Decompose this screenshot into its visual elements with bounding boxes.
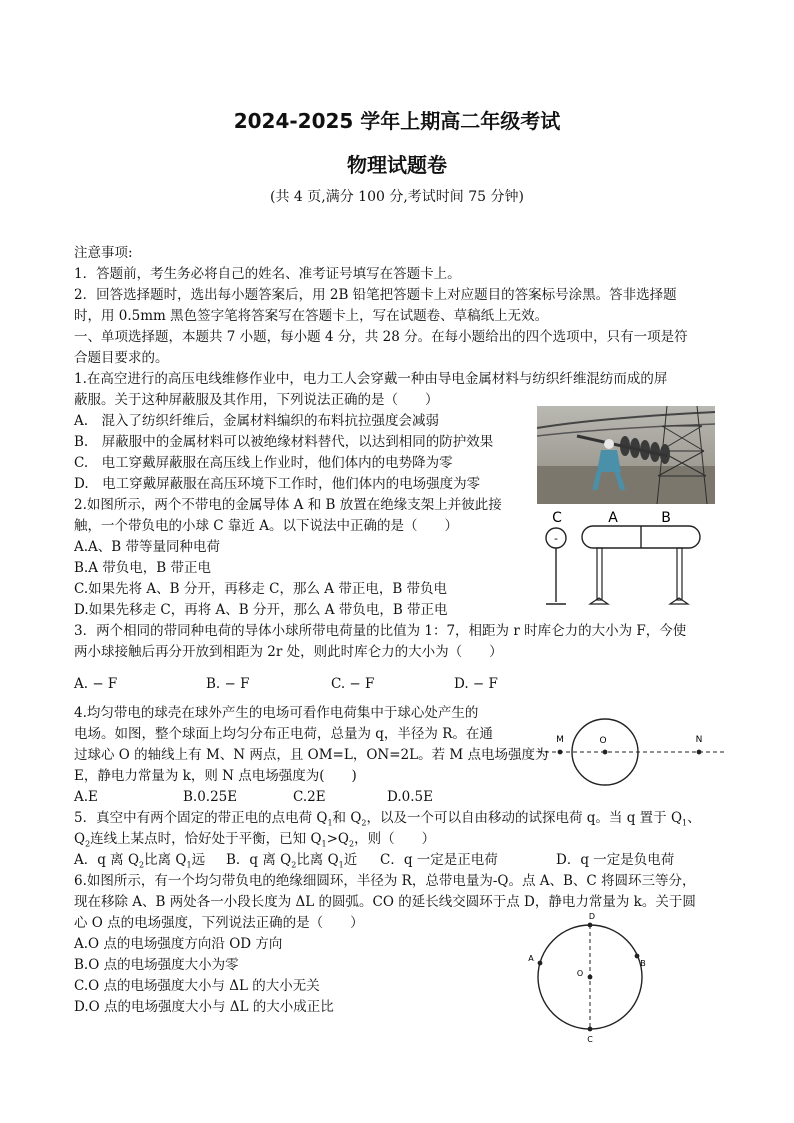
section-1-line-2: 合题目要求的。 <box>74 350 169 366</box>
q1-option-c: C. 电工穿戴屏蔽服在高压线上作业时，他们体内的电势降为零 <box>74 455 453 471</box>
q5-b-part1: B．q 离 Q <box>226 852 292 868</box>
q5-b-part2: 比离 Q <box>296 852 339 868</box>
label-c: C <box>587 1035 593 1044</box>
q5-a-part2: 比离 Q <box>144 852 187 868</box>
q2-option-a: A.A、B 带等量同种电荷 <box>74 539 221 555</box>
q6-option-a: A.O 点的电场强度方向沿 OD 方向 <box>74 936 283 952</box>
label-o: O <box>576 969 584 978</box>
label-n: N <box>695 735 703 745</box>
q5-stem-1b: 和 Q <box>332 810 362 826</box>
q6-option-d: D.O 点的电场强度大小与 ΔL 的大小成正比 <box>74 999 334 1015</box>
q5-stem-2c: >Q <box>326 831 350 847</box>
sub-2: 2 <box>361 818 367 828</box>
notice-line-2a: 2．回答选择题时，选出每小题答案后，用 2B 铅笔把答题卡上对应题目的答案标号涂黑。答非选择题 <box>74 287 677 303</box>
q2-option-c: C.如果先将 A、B 分开，再移走 C，那么 A 带正电，B 带负电 <box>74 581 448 597</box>
q6-stem-3: 心 O 点的电场强度，下列说法正确的是（ ） <box>74 915 364 931</box>
exam-title: 2024-2025 学年上期高二年级考试 <box>233 109 561 133</box>
q5-a-part1: A．q 离 Q <box>74 852 140 868</box>
q3-option-b: B. − F <box>206 676 250 692</box>
q5-a-part3: 远 <box>191 852 206 868</box>
q4-option-a: A.E <box>74 789 98 805</box>
q5-stem-2b: 连线上某点时，恰好处于平衡，已知 Q <box>90 831 322 847</box>
center-o <box>603 750 608 755</box>
q1-option-b: B. 屏蔽服中的金属材料可以被绝缘材料替代，以达到相同的防护效果 <box>74 434 494 450</box>
q4-option-b: B.0.25E <box>183 789 238 805</box>
q5-stem-1c: ，以及一个可以自由移动的试探电荷 q。当 q 置于 Q <box>366 810 683 826</box>
sub-2: 2 <box>291 860 297 870</box>
sub-1: 1 <box>327 818 333 828</box>
sub-2: 2 <box>85 839 91 849</box>
notice-heading: 注意事项: <box>74 245 133 261</box>
label-o: O <box>599 736 607 746</box>
sub-1: 1 <box>338 860 344 870</box>
label-b: B <box>661 510 671 526</box>
label-a: A <box>608 510 618 526</box>
q3-stem-2: 两小球接触后再分开放到相距为 2r 处，则此时库仑力的大小为（ ） <box>74 644 503 660</box>
q4-stem-3: 过球心 O 的轴线上有 M、N 两点，且 OM=L，ON=2L。若 M 点电场强度为 <box>74 747 549 763</box>
point-n <box>697 750 702 755</box>
point-a <box>538 961 543 966</box>
q1-option-a: A. 混入了纺织纤维后，金属材料编织的布料抗拉强度会减弱 <box>74 413 440 429</box>
q4-stem-2: 电场。如图，整个球面上均匀分布正电荷，总量为 q，半径为 R。在通 <box>74 726 493 742</box>
label-m: M <box>556 735 564 745</box>
q6-stem-2: 现在移除 A、B 两处各一小段长度为 ΔL 的圆弧。CO 的延长线交圆环于点 D，静电力常量为 k。关于圆 <box>74 894 696 910</box>
sub-2: 2 <box>139 860 145 870</box>
sub-2: 2 <box>349 839 355 849</box>
paper-subtitle: 物理试题卷 <box>347 153 447 177</box>
point-d <box>588 923 593 928</box>
power-line-photo-illustration <box>537 406 715 504</box>
sub-1: 1 <box>321 839 327 849</box>
q1-stem-2: 蔽服。关于这种屏蔽服及其作用，下列说法正确的是（ ） <box>74 392 439 408</box>
notice-line-2b: 时，用 0.5mm 黑色签字笔将答案写在答题卡上，写在试题卷、草稿纸上无效。 <box>74 308 549 324</box>
label-c: C <box>552 510 562 526</box>
q6-option-b: B.O 点的电场强度大小为零 <box>74 957 239 973</box>
label-d: D <box>588 912 596 921</box>
q3-option-d: D. − F <box>454 676 498 692</box>
q6-stem-1: 6.如图所示，有一个均匀带负电的绝缘细圆环，半径为 R，总带电量为-Q。点 A、B、C 将圆环三等分， <box>74 873 696 889</box>
label-b: B <box>640 959 646 968</box>
q3-option-c: C. − F <box>331 676 375 692</box>
q5-option-c: C．q 一定是正电荷 <box>380 852 498 868</box>
q5-option-d: D．q 一定是负电荷 <box>556 852 675 868</box>
q2-stem-2: 触，一个带负电的小球 C 靠近 A。以下说法中正确的是（ ） <box>74 518 458 534</box>
q3-stem-1: 3．两个相同的带同种电荷的导体小球所带电荷量的比值为 1：7，相距为 r 时库仑力的大小为 F，今使 <box>74 623 687 639</box>
sub-1: 1 <box>682 818 688 828</box>
stand-b <box>677 548 682 600</box>
stand-a <box>597 548 602 600</box>
q4-stem-1: 4.均匀带电的球壳在球外产生的电场可看作电荷集中于球心处产生的 <box>74 705 479 721</box>
q6-figure <box>520 909 660 1045</box>
q4-figure <box>530 712 730 792</box>
minus-sign: - <box>554 532 558 545</box>
q1-stem-1: 1.在高空进行的高压电线维修作业中，电力工人会穿戴一种由导电金属材料与纺织纤维混纺而成的屏 <box>74 371 668 387</box>
sub-1: 1 <box>186 860 192 870</box>
paper-info: (共 4 页,满分 100 分,考试时间 75 分钟) <box>270 189 524 205</box>
point-c <box>588 1027 593 1032</box>
q4-stem-4: E，静电力常量为 k，则 N 点电场强度为( ) <box>74 768 357 784</box>
q5-stem-2d: ，则（ ） <box>354 831 436 847</box>
q2-figure <box>540 506 710 610</box>
q4-option-d: D.0.5E <box>387 789 433 805</box>
center-o <box>588 975 593 980</box>
section-1-line-1: 一、单项选择题，本题共 7 小题，每小题 4 分，共 28 分。在每小题给出的四个选项中，只有一项是符 <box>74 329 688 345</box>
q2-option-d: D.如果先移走 C，再将 A、B 分开，那么 A 带负电，B 带正电 <box>74 602 448 618</box>
q5-stem-1d: 、 <box>687 810 701 826</box>
q1-photo <box>537 406 715 504</box>
label-a: A <box>528 954 534 963</box>
q5-b-part3: 近 <box>343 852 358 868</box>
q2-option-b: B.A 带负电，B 带正电 <box>74 560 211 576</box>
q3-option-a: A. − F <box>74 676 118 692</box>
point-m <box>558 750 563 755</box>
q5-stem-2a: Q <box>74 831 86 847</box>
q6-option-c: C.O 点的电场强度大小与 ΔL 的大小无关 <box>74 978 320 994</box>
notice-line-1: 1．答题前，考生务必将自己的姓名、准考证号填写在答题卡上。 <box>74 266 461 282</box>
q2-stem-1: 2.如图所示，两个不带电的金属导体 A 和 B 放置在绝缘支架上并彼此接 <box>74 497 502 513</box>
q4-option-c: C.2E <box>293 789 326 805</box>
q5-stem-1a: 5．真空中有两个固定的带正电的点电荷 Q <box>74 810 328 826</box>
point-b <box>635 954 640 959</box>
q1-option-d: D. 电工穿戴屏蔽服在高压环境下工作时，他们体内的电场强度为零 <box>74 476 481 492</box>
